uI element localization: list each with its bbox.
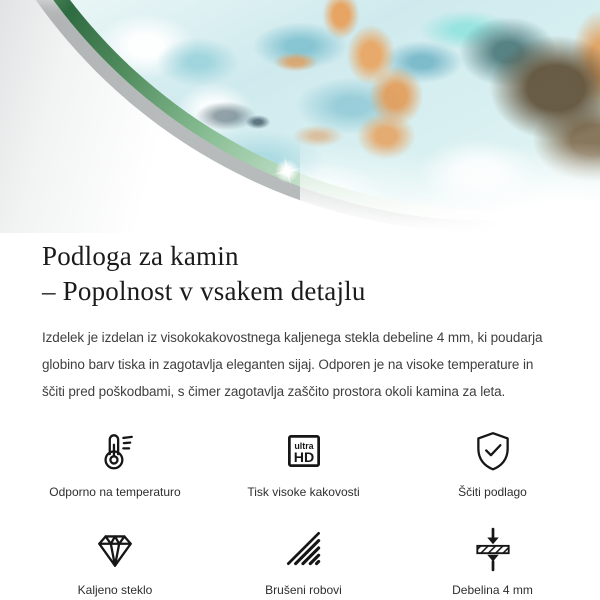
thickness-icon xyxy=(470,526,516,572)
product-description-section xyxy=(0,239,600,405)
feature-tempered-glass xyxy=(38,526,192,597)
ultra-hd-badge-word2: HD xyxy=(293,448,314,465)
thermometer-icon xyxy=(92,428,138,474)
page-title xyxy=(42,239,570,309)
feature-label: Odporno na temperaturo xyxy=(49,485,181,499)
page-title-line2: – Popolnost v vsakem detajlu xyxy=(42,276,366,306)
product-description: Izdelek je izdelan iz visokokakovostnega kaljenega stekla debeline 4 mm, ki poudarja globino barv tiska in zagotavlja eleganten sijaj. Odporen je na visoke temperature in ščiti pred poškodbami, s čimer zagotavlja zaščito prostora okoli kamina za leta. xyxy=(42,330,543,399)
feature-label: Kaljeno steklo xyxy=(77,583,153,597)
feature-grid xyxy=(0,428,600,597)
page-title-line1: Podloga za kamin xyxy=(42,241,239,271)
diamond-icon xyxy=(92,526,138,572)
feature-thickness xyxy=(415,526,570,597)
feature-label: Tisk visoke kakovosti xyxy=(247,485,360,499)
ultra-hd-icon xyxy=(281,428,327,474)
bevel-edges-icon xyxy=(281,526,327,572)
ultra-hd-badge-word1: ultra xyxy=(293,440,314,451)
feature-temperature xyxy=(38,428,192,499)
feature-polished-edges xyxy=(192,526,415,597)
feature-print-quality xyxy=(192,428,415,499)
feature-label: Debelina 4 mm xyxy=(452,583,533,597)
hero-fade xyxy=(300,105,600,233)
feature-label: Ščiti podlago xyxy=(458,485,527,499)
shield-check-icon xyxy=(470,428,516,474)
sparkle-icon xyxy=(269,153,305,189)
feature-protects-surface xyxy=(415,428,570,499)
feature-label: Brušeni robovi xyxy=(265,583,342,597)
product-hero-image xyxy=(0,0,600,233)
